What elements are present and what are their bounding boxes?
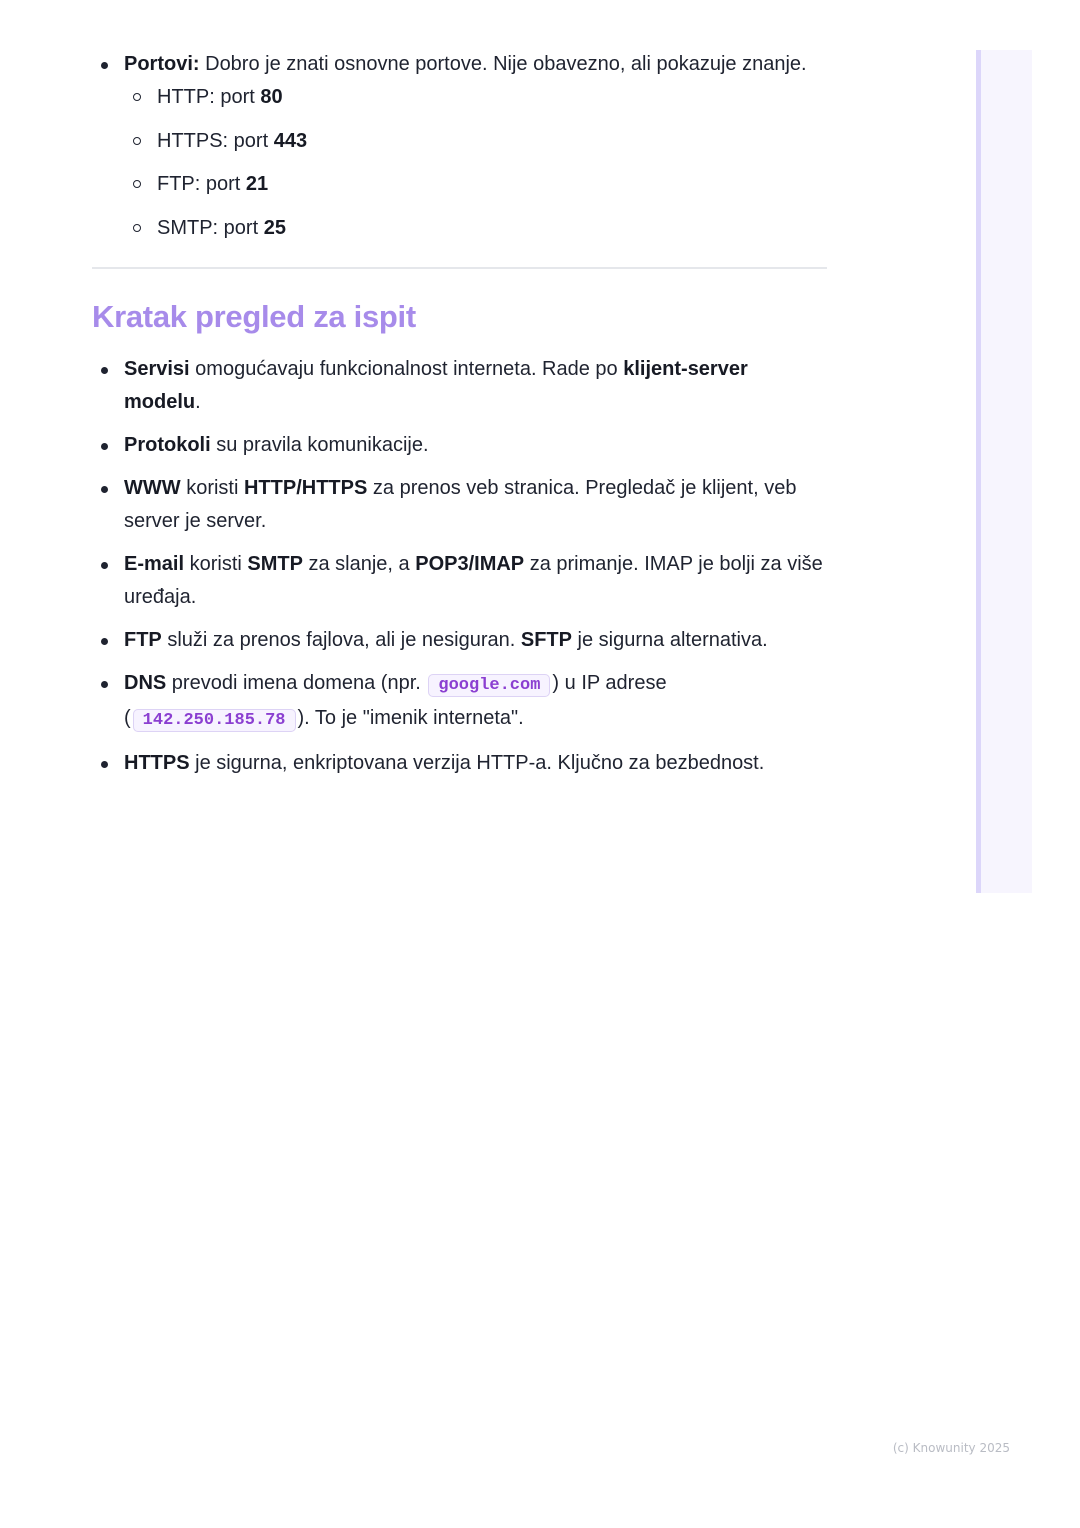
item-text: su pravila komunikacije.: [210, 434, 429, 457]
term: WWW: [124, 477, 181, 500]
list-item-ftp: [92, 624, 827, 657]
footer-copyright: (c) Knowunity 2025: [892, 1441, 1010, 1455]
item-text: je sigurna, enkriptovana verzija HTTP-a. Ključno za bezbednost.: [189, 752, 765, 775]
port-name: SMTP: port: [157, 217, 264, 240]
item-text: ). To je "imenik interneta".: [297, 707, 524, 730]
list-item-https: [92, 747, 827, 780]
item-text: prevodi imena domena (npr.: [166, 672, 427, 695]
port-name: FTP: port: [157, 173, 246, 196]
item-text: za prenos veb stranica. Pregledač je klijent, veb server je server.: [124, 477, 797, 533]
section-heading: Kratak pregled za ispit: [92, 299, 416, 335]
port-number: 25: [263, 217, 286, 240]
item-text: koristi: [184, 553, 248, 576]
term: FTP: [124, 629, 162, 652]
item-text: ) u IP adrese (: [124, 672, 667, 730]
ports-sublist: [124, 81, 827, 245]
item-text: za primanje. IMAP je bolji za više uređaja.: [124, 553, 823, 609]
item-text: za slanje, a: [302, 553, 416, 576]
inline-code-ip: 142.250.185.78: [133, 709, 296, 732]
port-item-smtp: [124, 212, 827, 245]
term: Servisi: [124, 358, 190, 381]
term: Protokoli: [124, 434, 211, 457]
ports-list: [92, 48, 827, 245]
term: SFTP: [520, 629, 572, 652]
section-divider: [92, 267, 827, 269]
term: POP3/IMAP: [415, 553, 525, 576]
ports-text: Dobro je znati osnovne portove. Nije obavezno, ali pokazuje znanje.: [199, 53, 807, 75]
term: E-mail: [124, 553, 185, 576]
port-number: 443: [273, 129, 308, 152]
side-panel: [976, 50, 1032, 893]
term: SMTP: [247, 553, 303, 576]
ports-label: Portovi:: [124, 53, 200, 75]
term: DNS: [124, 672, 167, 695]
list-item-ports: [92, 48, 827, 245]
port-item-ftp: [124, 168, 827, 201]
item-text: je sigurna alternativa.: [572, 629, 768, 652]
term: klijent-server modelu: [124, 358, 748, 414]
port-item-http: [124, 81, 827, 114]
item-text: .: [195, 391, 201, 414]
term: HTTP/HTTPS: [243, 477, 368, 500]
port-name: HTTPS: port: [157, 129, 274, 152]
item-text: koristi: [180, 477, 244, 500]
item-text: omogućavaju funkcionalnost interneta. Rade po: [189, 358, 624, 381]
port-name: HTTP: port: [157, 86, 261, 108]
list-item-dns: [92, 667, 827, 737]
inline-code-domain: google.com: [428, 674, 550, 697]
list-item-email: [92, 548, 827, 614]
port-number: 21: [245, 173, 269, 196]
port-number: 80: [260, 86, 283, 108]
list-item-servisi: [92, 353, 827, 419]
item-text: služi za prenos fajlova, ali je nesiguran.: [161, 629, 521, 652]
summary-list: [92, 353, 827, 780]
term: HTTPS: [124, 752, 190, 775]
list-item-protokoli: [92, 429, 827, 462]
port-item-https: [124, 125, 827, 158]
document-content: [92, 48, 827, 790]
list-item-www: [92, 472, 827, 538]
